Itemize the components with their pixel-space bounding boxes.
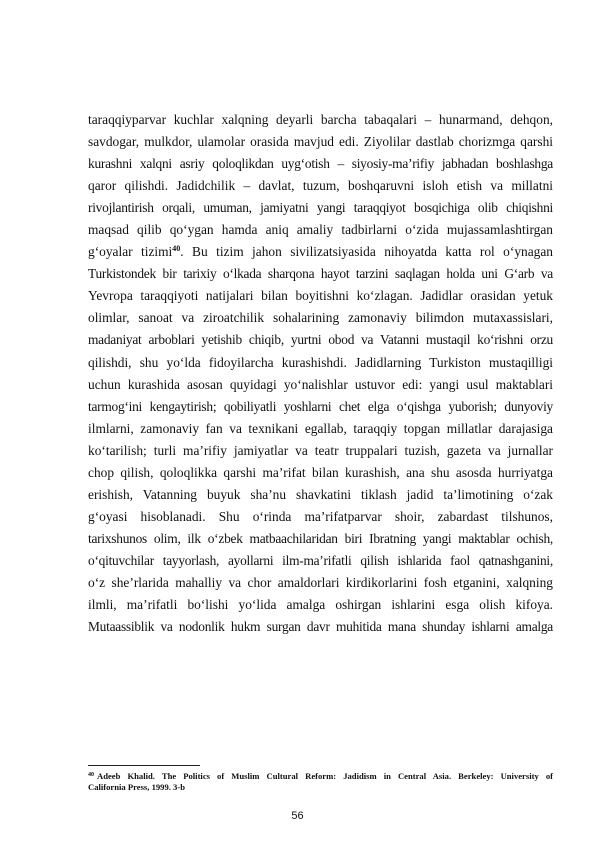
text-line: rivojlantirish orqali, umuman, jamiyatni yangi taraqqiyot bosqichiga olib chiqishni [88, 200, 553, 216]
text-line: qaror qilishdi. Jadidchilik – davlat, tuzum, boshqaruvni isloh etish va millatni [88, 178, 553, 194]
text-line: Turkistondek bir tarixiy o‘lkada sharqona hayot tarzini saqlagan holda uni G‘arb va [88, 266, 553, 282]
text-line: g‘oyasi hisoblanadi. Shu o‘rinda ma’rifatparvar shoir, zabardast tilshunos, [88, 508, 553, 524]
text-fragment: . Bu tizim jahon sivilizatsiyasida nihoyatda katta rol o‘ynagan [180, 244, 553, 260]
text-line: uchun kurashida asosan quyidagi yo‘nalishlar ustuvor edi: yangi usul maktablari [88, 376, 553, 392]
text-fragment: g‘oyalar tizimi [88, 244, 173, 260]
page-number: 56 [291, 810, 304, 822]
text-line: taraqqiyparvar kuchlar xalqning deyarli barcha tabaqalari – hunarmand, dehqon, [88, 112, 553, 127]
text-line: ilmli, ma’rifatli bo‘lishi yo‘lida amalga oshirgan ishlarini esga olish kifoya. [88, 597, 553, 613]
text-line: maqsad qilib qo‘ygan hamda aniq amaliy tadbirlarni o‘zida mujassamlashtirgan [88, 222, 553, 238]
text-line: tarixshunos olim, ilk o‘zbek matbaachilaridan biri Ibratning yangi maktablar ochish, [88, 530, 553, 546]
text-line: tarmog‘ini kengaytirish; qobiliyatli yoshlarni chet elga o‘qishga yuborish; dunyoviy [88, 398, 553, 414]
footnote-number: 40 [88, 772, 94, 778]
text-line: chop qilish, qoloqlikka qarshi ma’rifat bilan kurashish, ana shu asosda hurriyatga [88, 464, 553, 480]
text-line: erishish, Vatanning buyuk sha’nu shavkatini tiklash jadid ta’limotining o‘zak [88, 486, 553, 502]
text-line: olimlar, sanoat va ziroatchilik sohalarining zamonaviy bilimdon mutaxassislari, [88, 310, 553, 326]
text-line: madaniyat arboblari yetishib chiqib, yurtni obod va Vatanni mustaqil ko‘rishni orzu [88, 332, 553, 348]
footnote-reference[interactable]: 40 [172, 244, 181, 254]
footnote-line: California Press, 1999. 3-b [88, 782, 185, 792]
text-line: qilishdi, shu yo‘lda fidoyilarcha kurashishdi. Jadidlarning Turkiston mustaqilligi [88, 354, 553, 370]
text-line [88, 241, 553, 263]
text-line: ilmlarni, zamonaviy fan va texnikani egallab, taraqqiy topgan millatlar darajasiga [88, 420, 553, 436]
text-line: kurashni xalqni asriy qoloqlikdan uyg‘otish – siyosiy-ma’rifiy jabhadan boshlashga [88, 156, 553, 172]
text-line: Yevropa taraqqiyoti natijalari bilan boyitishni ko‘zlagan. Jadidlar orasidan yetuk [88, 288, 553, 304]
text-line: o‘z she’rlarida mahalliy va chor amaldorlari kirdikorlarini fosh etganini, xalqning [88, 574, 553, 590]
footnote-divider [88, 765, 200, 766]
footnote-line [88, 770, 553, 782]
body-text [88, 109, 553, 638]
footnote-text: Adeeb Khalid. The Politics of Muslim Cultural Reform: Jadidism in Central Asia. Berkeley: University of [97, 771, 553, 781]
footnote [88, 770, 553, 793]
text-line: savdogar, mulkdor, ulamolar orasida mavjud edi. Ziyolilar dastlab chorizmga qarshi [88, 134, 553, 150]
text-line: Mutaassiblik va nodonlik hukm surgan davr muhitida mana shunday ishlarni amalga [88, 619, 553, 635]
text-line: o‘qituvchilar tayyorlash, ayollarni ilm-ma’rifatli qilish ishlarida faol qatnashganini, [88, 552, 553, 568]
text-line: ko‘tarilish; turli ma’rifiy jamiyatlar va teatr truppalari tuzish, gazeta va jurnallar [88, 442, 553, 458]
